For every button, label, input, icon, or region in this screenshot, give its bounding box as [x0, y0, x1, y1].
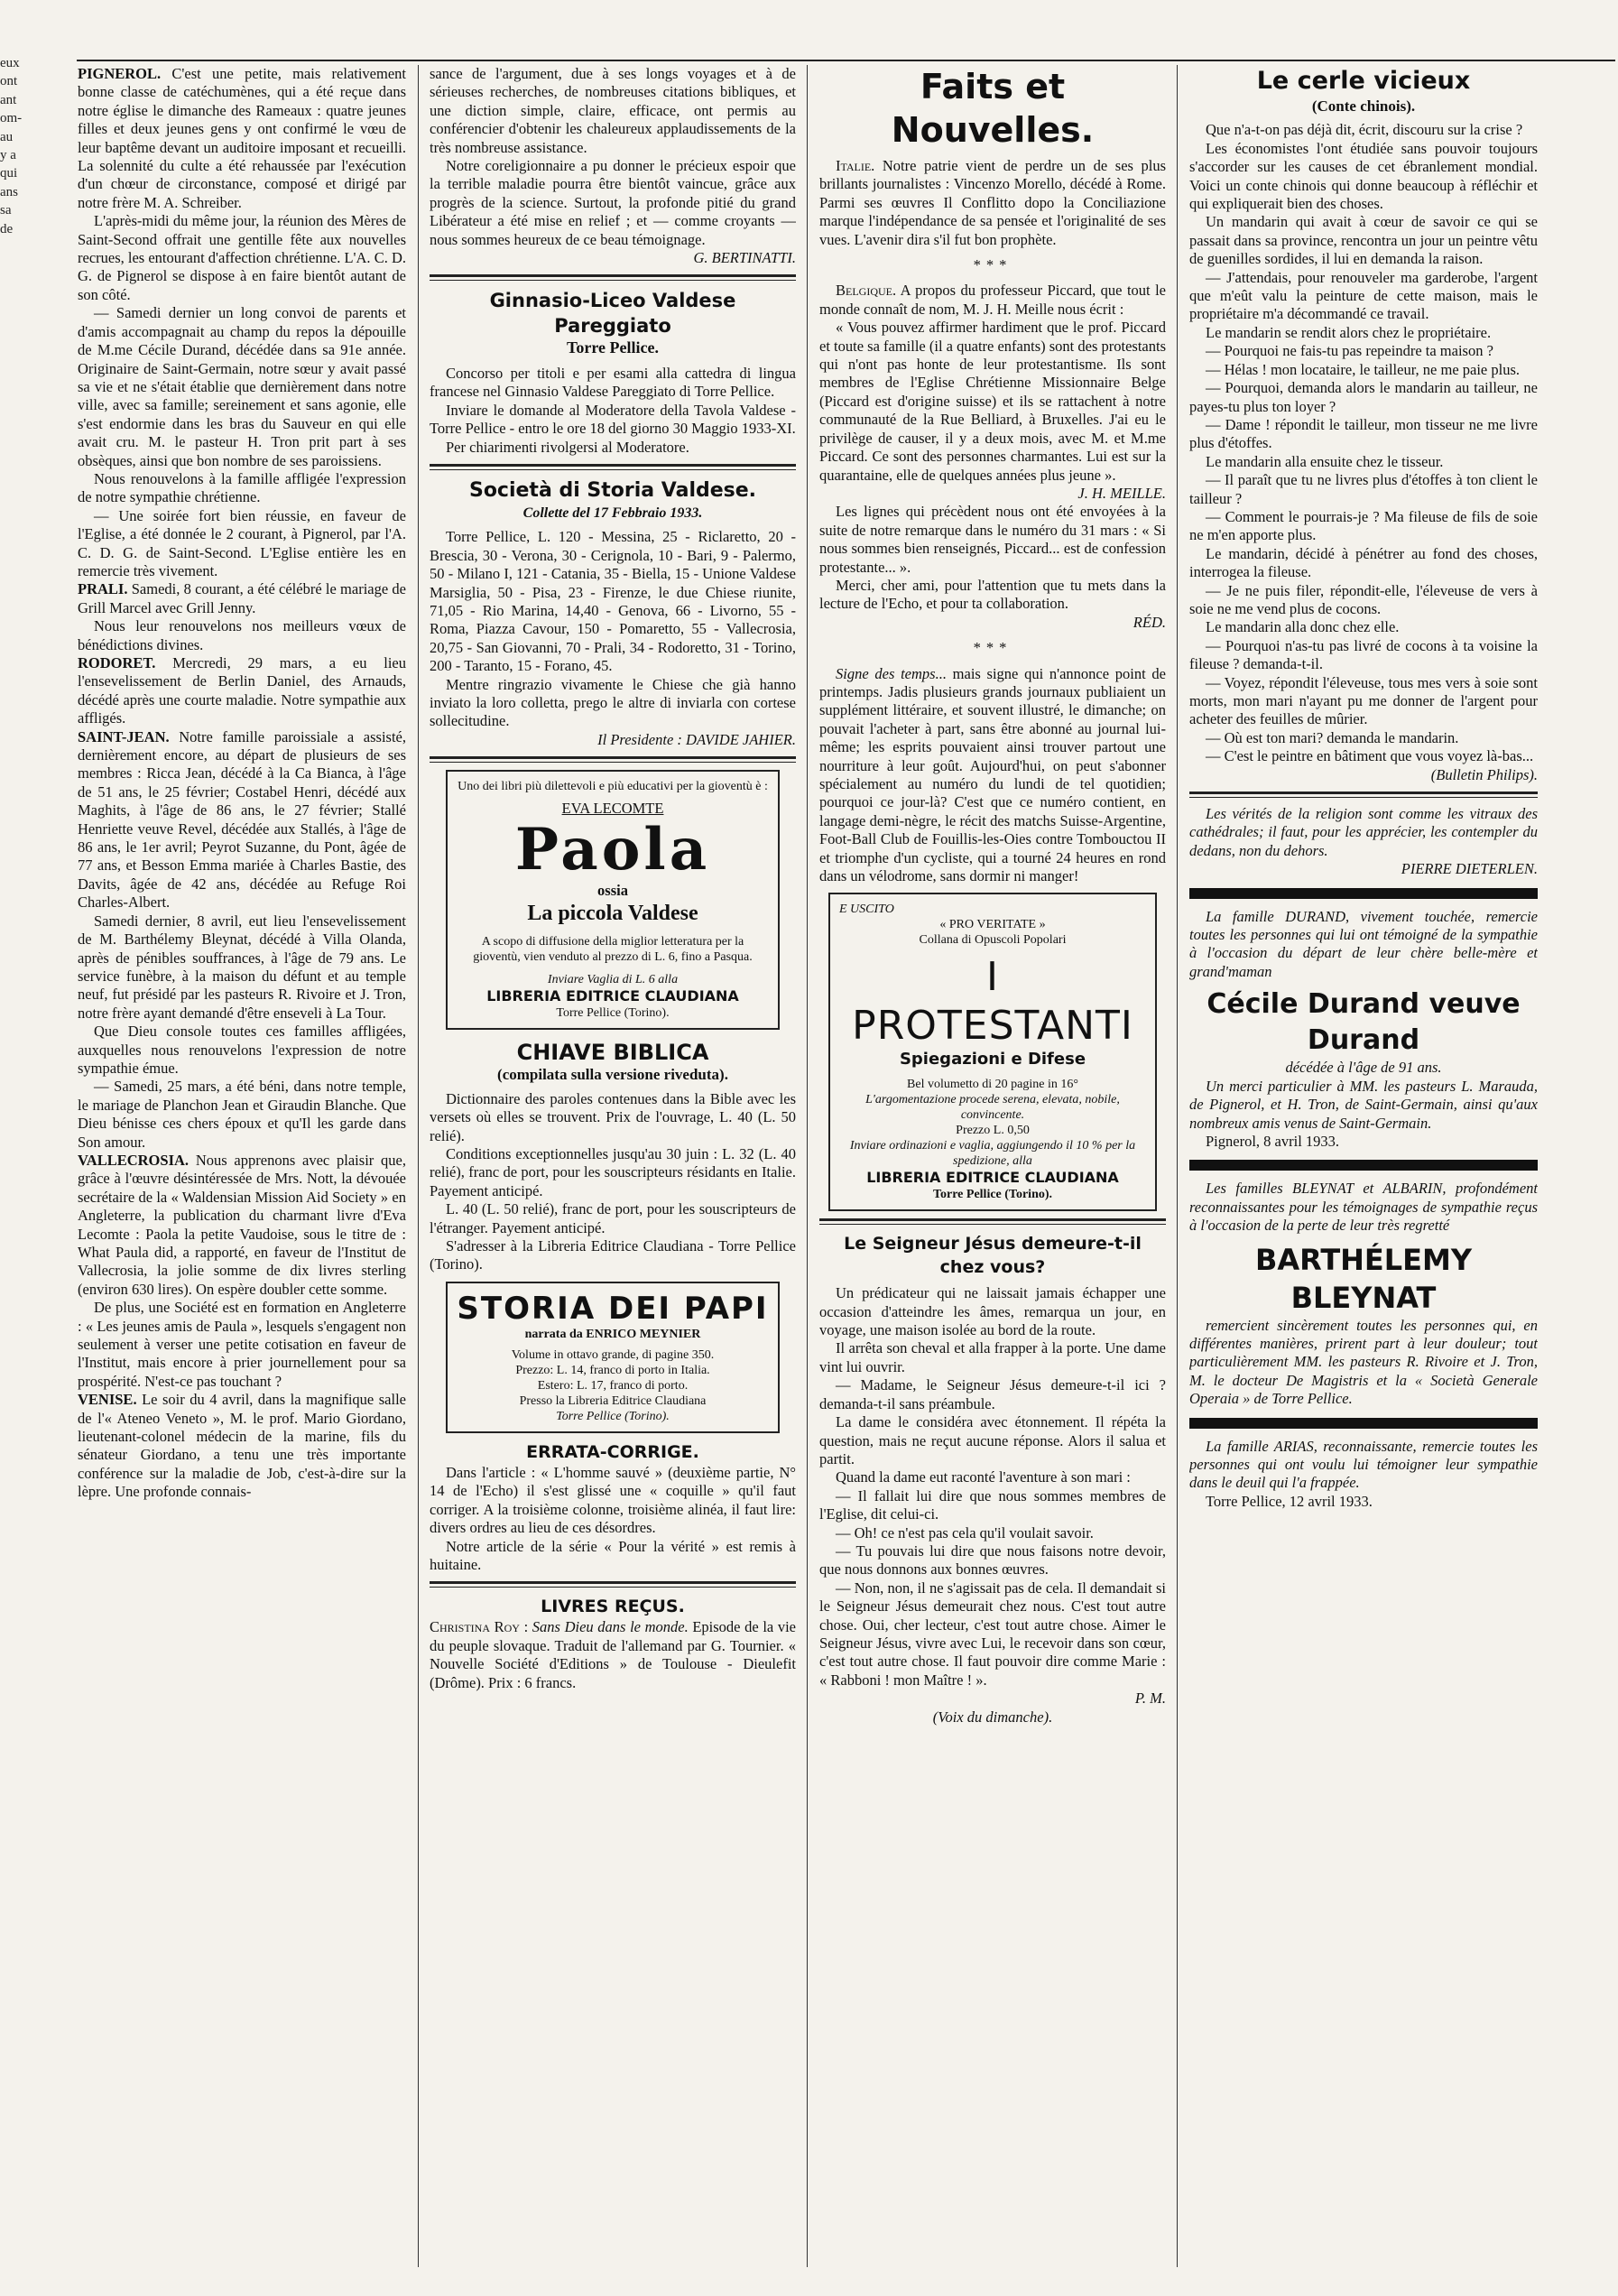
- paragraph: — Il fallait lui dire que nous sommes membres de l'Eglise, dit celui-ci.: [819, 1486, 1166, 1523]
- paragraph: — Non, non, il ne s'agissait pas de cela. Il demandait si le Seigneur Jésus demeurait chez nous. C'est tout autre chose. Oui, cher lecteur, c'est tout autre chose. Aimer le Seigneur Jésus, vivre avec Lui, le recevoir dans son cœur, c'est tout autre chose. Il faut pouvoir dire comme Marie : « Rabboni ! mon Maître ! ».: [819, 1578, 1166, 1689]
- paragraph: « Vous pouvez affirmer hardiment que le prof. Piccard et toute sa famille (il a quatre enfants) sont des protestants qui n'ont pas honte de leur protestantisme. Ils sont membres de l'Eglise Chrétienne Missionnaire Belge (Piccard est d'origine suisse) et ils se rattachent à notre communauté de la Rue Belliard, à Bruxelles. J'ai eu le privilège de causer, il y a deux mois, avec M. et M.me Piccard. Ce sont des personnes charmantes. Lui est sur la quarantaine, elle de quelques années plus jeune ».: [819, 319, 1166, 484]
- signature: PIERRE DIETERLEN.: [1401, 860, 1538, 878]
- paragraph: La famille DURAND, vivement touchée, remercie toutes les personnes qui lui ont témoigné de la sympathie à l'occasion du départ de leur chère belle-mère et grand'maman: [1189, 907, 1538, 980]
- paragraph: — Madame, le Seigneur Jésus demeure-t-il ici ? demanda-t-il sans préambule.: [819, 1376, 1166, 1412]
- section-heading: Società di Storia Valdese.: [468, 478, 757, 502]
- paragraph: SAINT-JEAN. Notre famille paroissiale a assisté, dernièrement encore, au départ de plusieurs de ses membres : Ricca Jean, décédé à la Ca Bianca, à l'âge de 51 ans, le 25 février; Costabel Henri, décédé aux Maghits, à l'âge de 86 ans, le 27 février; Stallé Henriette veuve Revel, décédée aux Stallés, à l'âge de 86 ans, le 1er avril; Peyrot Suzanne, du Pont, âgée de 77 ans, et Besson Emma mariée à Charles Bastie, des Davits, âgée de 42 ans, décédée au Refuge Roi Charles-Albert.: [78, 727, 406, 912]
- paragraph: Mentre ringrazio vivamente le Chiese che già hanno inviato la loro colletta, prego le altre di inviarla con cortese sollecitudine.: [430, 675, 796, 730]
- paragraph: — Samedi dernier un long convoi de parents et d'amis accompagnait au champ du repos la dépouille de M.me Cécile Durand, décédée dans sa 91e année. Originaire de Saint-Germain, notre sœur y avait passé sa vie et ne s'était établie que dernièrement dans notre ville, avec sa famille; sereinement et sans agonie, elle s'est endormie dans les bras du Sauveur en qui elle avait cru. M. le pasteur H. Tron prit part à ses obsèques, ainsi que bon nombre de ses paroissiens.: [78, 304, 406, 469]
- paragraph: — Oh! ce n'est pas cela qu'il voulait savoir.: [836, 1523, 1094, 1541]
- ad-i-protestanti: E USCITO « PRO VERITATE » Collana di Opuscoli Popolari I PROTESTANTI Spiegazioni e Difese Bel volumetto di 20 pagine in 16° L'argomentazione procede serena, elevata, nobile, convincente. Prezzo L. 0,50 Inviare ordinazioni e vaglia, aggiungendo il 10 % per la spedizione, alla LIBRERIA EDITRICE CLAUDIANA Torre Pellice (Torino).: [828, 893, 1157, 1211]
- paragraph: Les économistes l'ont étudiée sans pouvoir toujours s'accorder sur les causes de cet ébranlement mondial. Voici un conte chinois qui donne beaucoup à réfléchir et qui expliquerait bien des choses.: [1189, 139, 1538, 213]
- paragraph: — C'est le peintre en bâtiment que vous voyez là-bas...: [1206, 747, 1534, 765]
- mourning-rule: [1189, 1418, 1538, 1429]
- section-rule: [430, 274, 796, 281]
- left-margin-fragments: eux ont ant om- au y a qui ans sa de: [0, 56, 23, 236]
- paragraph: remercient sincèrement toutes les personnes qui, en différentes manières, prirent part à leur douleur; tout particulièrement MM. les pasteurs R. Rivoire et J. Tron, M. le docteur De Magistris et la « Società Generale Operaia » de Torre Pellice.: [1189, 1316, 1538, 1408]
- section-rule: [1189, 792, 1538, 798]
- notice-name: BARTHÉLEMY BLEYNAT: [1254, 1242, 1473, 1315]
- column-1: [78, 65, 406, 2278]
- paragraph: Torre Pellice, L. 120 - Messina, 25 - Riclaretto, 20 - Brescia, 30 - Verona, 30 - Cerignola, 10 - Bari, 9 - Palermo, 50 - Milano I, 121 - Catania, 35 - Biella, 15 - Unione Valdese Marsiglia, 50 - Pisa, 23 - Firenze, le due Chiese riunite, 71,05 - Rio Marina, 14,40 - Genova, 66 - Livorno, 55 - Roma, Piazza Cavour, 150 - Pomaretto, 55 - Vallecrosia, 20,75 - San Giovanni, 70 - Prali, 34 - Rodoretto, 31 - Torino, 200 - Taranto, 15 - Forano, 45.: [430, 528, 796, 675]
- paragraph: Un prédicateur qui ne laissait jamais échapper une occasion d'atteindre les âmes, remarqua un jour, en voyage, une maison isolée au bord de la route.: [819, 1284, 1166, 1339]
- paragraph: — Je ne puis filer, répondit-elle, l'éleveuse de vers à soie ne me vend plus de cocons.: [1189, 581, 1538, 617]
- column-rule: [418, 65, 419, 2267]
- paragraph: RODORET. Mercredi, 29 mars, a eu lieu l'ensevelissement de Berlin Daniel, des Arnauds, décédé après une courte maladie. Notre sympathie aux affligés.: [78, 654, 406, 727]
- paragraph: Italie. Notre patrie vient de perdre un de ses plus brillants journalistes : Vincenzo Morello, décédé à Rome. Parmi ses œuvres Il Conflitto dopo la Conciliazione marque l'indépendance de sa pensée et l'originalité de ses vues. L'avenir dira s'il fut bon prophète.: [819, 157, 1166, 248]
- paragraph: — Samedi, 25 mars, a été béni, dans notre temple, le mariage de Planchon Jean et Giraudin Blanche. Que Dieu bénisse ces chers époux et qu'Il les garde dans Son amour.: [78, 1078, 406, 1151]
- section-rule: [819, 1218, 1166, 1225]
- paragraph: Les lignes qui précèdent nous ont été envoyées à la suite de notre remarque dans le numéro du 31 mars : « Si nous sommes bien renseignés, Piccard... est de confession protestante... ».: [819, 503, 1166, 576]
- ad-storia-dei-papi: STORIA DEI PAPI narrata da ENRICO MEYNIER Volume in ottavo grande, di pagine 350. Prezzo: L. 14, franco di porto in Italia. Estero: L. 17, franco di porto. Presso la Libreria Editrice Claudiana Torre Pellice (Torino).: [446, 1282, 780, 1433]
- paragraph: — J'attendais, pour renouveler ma garderobe, l'argent que m'eût valu la peinture de cette maison, mais le propriétaire m'a décommandé ce travail.: [1189, 268, 1538, 323]
- section-heading: Le cerle vicieux: [1256, 67, 1471, 95]
- ad-paola: Uno dei libri più dilettevoli e più educativi per la gioventù è : EVA LECOMTE Paola ossia La piccola Valdese A scopo di diffusione della miglior letteratura per la gioventù, vien venduto al prezzo di L. 6, fino a Pasqua. Inviare Vaglia di L. 6 alla LIBRERIA EDITRICE CLAUDIANA Torre Pellice (Torino).: [446, 770, 780, 1030]
- paragraph: — Comment le pourrais-je ? Ma fileuse de fils de soie ne m'en apporte plus.: [1189, 507, 1538, 544]
- section-subheading: Torre Pellice.: [567, 338, 659, 357]
- paragraph: Belgique. A propos du professeur Piccard, que tout le monde connaît de nom, M. J. H. Meille nous écrit :: [819, 282, 1166, 318]
- paragraph: Per chiarimenti rivolgersi al Moderatore.: [446, 438, 689, 456]
- paragraph: Le mandarin alla ensuite chez le tisseur.: [1206, 452, 1444, 470]
- paragraph: — Il paraît que tu ne livres plus d'étoffes à ton client le tailleur ?: [1189, 471, 1538, 507]
- paragraph: sance de l'argument, due à ses longs voyages et à de sérieuses recherches, de nombreuses citations bibliques, et une diction simple, claire, efficace, ont permis au conférencier d'obtenir les chaleureux applaudissements de la très nombreuse assistance.: [430, 65, 796, 156]
- column-3: Faits et Nouvelles. Italie. Notre patrie vient de perdre un de ses plus brillants journalistes : Vincenzo Morello, décédé à Rome. Parmi ses œuvres Il Conflitto dopo la Conciliazione marque l'indépendance de sa pensée et l'originalité de ses vues. L'avenir dira s'il fut bon prophète. *** Belgique. A propos du professeur Piccard, que tout le monde connaît de nom, M. J. H. Meille nous écrit : « Vous pouvez affirmer hardiment que le prof. Piccard et toute sa famille (il a quatre enfants) sont des protestants qui n'ont pas honte de leur protestantisme. Ils sont membres de l'Eglise Chrétienne Missionnaire Belge (Piccard est d'origine suisse) et ils se rattachent à notre communauté de la Rue Belliard, à Bruxelles. J'ai eu le privilège de causer, il y a deux mois, avec M. et M.me Piccard. Ce sont des personnes charmantes. Lui est sur la quarantaine, elle de quelques années plus jeune ». J. H. MEILLE. Les lignes qui précèdent nous ont été envoyées à la suite de notre remarque dans le numéro du 31 mars : « Si nous sommes bien renseignés, Piccard... est de confession protestante... ». Merci, cher ami, pour l'attention que tu mets dans la lecture de l'Echo, et pour ta collaboration. RÉD. *** Signe des temps... mais signe qui n'annonce point de printemps. Jadis plusieurs grands journaux publiaient un supplément littéraire, et souvent illustré, le dimanche; on pouvait l'acheter à part, sans être abonné au journal lui-même; les esprits pouvaient ainsi trouver partout une nourriture à leur goût. Aujourd'hui, on peut s'abonner spécialement au numéro du lundi de tel quotidien; pourquoi ce jour-là? C'est que ce numéro contient, en langage demi-nègre, le récit des matchs Suisse-Argentine, Foot-Ball Club de Fouillis-les-Oies contre Tombouctou II et triomphe d'un cycliste, qui a tourné 24 heures en rond dans un vélodrome, sans dormir ni manger! E USCITO « PRO VERITATE » Collana di Opuscoli Popolari I PROTESTANTI Spiegazioni e Difese Bel volumetto di 20 pagine in 16° L'argomentazione procede serena, elevata, nobile, convincente. Prezzo L. 0,50 Inviare ordinazioni e vaglia, aggiungendo il 10 % per la spedizione, alla LIBRERIA EDITRICE CLAUDIANA Torre Pellice (Torino). Le Seigneur Jésus demeure-t-il chez vous? Un prédicateur qui ne laissait jamais échapper une occasion d'atteindre les âmes, remarqua un jour, en voyage, une maison isolée au bord de la route. Il arrêta son cheval et alla frapper à la porte. Une dame vint lui ouvrir. — Madame, le Seigneur Jésus demeure-t-il ici ? demanda-t-il sans préambule. La dame le considéra avec étonnement. Il répéta la question, mais ne reçut aucune réponse. Alors il salua et partit. Quand la dame eut raconté l'aventure à son mari : — Il fallait lui dire que nous sommes membres de l'Eglise, dit celui-ci. — Oh! ce n'est pas cela qu'il voulait savoir. — Tu pouvais lui dire que nous faisons notre devoir, que nous donnons aux bonnes œuvres. — Non, non, il ne s'agissait pas de cela. Il demandait si le Seigneur Jésus demeurait chez nous. C'est tout autre chose. Oui, cher lecteur, c'est tout autre chose. Aimer le Seigneur Jésus, vivre avec Lui, le recevoir dans son cœur, c'est tout autre chose. Il faut pouvoir dire comme Marie : « Rabboni ! mon Maître ! ». P. M. (Voix du dimanche).: [819, 67, 1166, 1726]
- section-subheading: (Conte chinois).: [1311, 97, 1416, 115]
- section-rule: [430, 464, 796, 470]
- paragraph: Il arrêta son cheval et alla frapper à la porte. Une dame vint lui ouvrir.: [819, 1339, 1166, 1375]
- mourning-rule: [1189, 888, 1538, 899]
- paragraph: La famille ARIAS, reconnaissante, remercie toutes les personnes qui ont voulu lui témoigner leur sympathie dans le deuil qui l'a frappée.: [1189, 1437, 1538, 1492]
- paragraph: Un mandarin qui avait à cœur de savoir ce qui se passait dans sa province, rencontra un jour un peintre vêtu de guenilles sordides, il lui en demanda la raison.: [1189, 213, 1538, 268]
- section-heading: LIVRES REÇUS.: [541, 1597, 685, 1617]
- paragraph: Inviare le domande al Moderatore della Tavola Valdese - Torre Pellice - entro le ore 18 del giorno 30 Maggio 1933-XI.: [430, 401, 796, 438]
- section-heading: Faits et Nouvelles.: [891, 67, 1095, 150]
- paragraph: — Pourquoi ne fais-tu pas repeindre ta maison ?: [1206, 342, 1493, 360]
- section-heading: ERRATA-CORRIGE.: [526, 1441, 699, 1462]
- paragraph: Que Dieu console toutes ces familles affligées, auxquelles nous renouvelons l'expression de notre sympathie émue.: [78, 1023, 406, 1077]
- section-heading: Ginnasio-Liceo Valdese Pareggiato: [489, 290, 736, 338]
- section-heading: Le Seigneur Jésus demeure-t-il chez vous?: [844, 1234, 1142, 1278]
- paragraph: Notre article de la série « Pour la vérité » est remis à huitaine.: [430, 1537, 796, 1573]
- paragraph: Pignerol, 8 avril 1933.: [1206, 1132, 1340, 1150]
- paragraph: La dame le considéra avec étonnement. Il répéta la question, mais ne reçut aucune réponse. Alors il salua et partit.: [819, 1413, 1166, 1467]
- paragraph: Merci, cher ami, pour l'attention que tu mets dans la lecture de l'Echo, et pour ta collaboration.: [819, 576, 1166, 613]
- column-4: Le cerle vicieux (Conte chinois). Que n'a-t-on pas déjà dit, écrit, discouru sur la crise ? Les économistes l'ont étudiée sans pouvoir toujours s'accorder sur les causes de cet ébranlement mondial. Voici un conte chinois qui donne beaucoup à réfléchir et qui expliquerait bien des choses. Un mandarin qui avait à cœur de savoir ce qui se passait dans sa province, rencontra un jour un peintre vêtu de guenilles sordides, il lui en demanda la raison. — J'attendais, pour renouveler ma garderobe, l'argent que m'eût valu la peinture de cette maison, mais le propriétaire m'a décommandé ce travail. Le mandarin se rendit alors chez le propriétaire. — Pourquoi ne fais-tu pas repeindre ta maison ? — Hélas ! mon locataire, le tailleur, ne me paie plus. — Pourquoi, demanda alors le mandarin au tailleur, ne payes-tu plus ton loyer ? — Dame ! répondit le tailleur, mon tisseur ne me livre plus d'étoffes. Le mandarin alla ensuite chez le tisseur. — Il paraît que tu ne livres plus d'étoffes à ton client le tailleur ? — Comment le pourrais-je ? Ma fileuse de fils de soie ne m'en apporte plus. Le mandarin, décidé à pénétrer au fond des choses, interrogea la fileuse. — Je ne puis filer, répondit-elle, l'éleveuse de vers à soie ne me vend plus de cocons. Le mandarin alla donc chez elle. — Pourquoi n'as-tu pas livré de cocons à ta voisine la fileuse ? demanda-t-il. — Voyez, répondit l'éleveuse, tous mes vers à soie sont morts, mon mari n'ayant pu me donner de l'argent pour acheter des feuilles de mûrier. — Où est ton mari? demanda le mandarin. — C'est le peintre en bâtiment que vous voyez là-bas... (Bulletin Philips). Les vérités de la religion sont comme les vitraux des cathédrales; il faut, pour les apprécier, les contempler du dedans, non du dehors. PIERRE DIETERLEN. La famille DURAND, vivement touchée, remercie toutes les personnes qui lui ont témoigné de la sympathie à l'occasion du départ de leur chère belle-mère et grand'maman Cécile Durand veuve Durand décédée à l'âge de 91 ans. Un merci particulier à MM. les pasteurs L. Marauda, de Pignerol, et H. Tron, de Saint-Germain, ainsi qu'aux nombreux amis venus de Saint-Germain. Pignerol, 8 avril 1933. Les familles BLEYNAT et ALBARIN, profondément reconnaissantes pour les témoignages de sympathie reçus à l'occasion de la perte de leur très regretté BARTHÉLEMY BLEYNAT remercient sincèrement toutes les personnes qui, en différentes manières, prirent part à leur douleur; tout particulièrement MM. les pasteurs R. Rivoire et J. Tron, M. le docteur De Magistris et la « Società Generale Operaia » de Torre Pellice. La famille ARIAS, reconnaissante, remercie toutes les personnes qui ont voulu lui témoigner leur sympathie dans le deuil qui l'a frappée. Torre Pellice, 12 avril 1933.: [1189, 67, 1538, 1510]
- paragraph: L'après-midi du même jour, la réunion des Mères de Saint-Second offrait une gentille fête aux nouvelles recrues, les entourant d'affection chrétienne. L'A. C. D. G. de Pignerol se dispose à en faire bientôt autant de son côté.: [78, 212, 406, 303]
- paragraph: L. 40 (L. 50 relié), franc de port, pour les souscripteurs de l'étranger. Payement anticipé.: [430, 1200, 796, 1236]
- paragraph: — Où est ton mari? demanda le mandarin.: [1206, 728, 1459, 746]
- paragraph: S'adresser à la Libreria Editrice Claudiana - Torre Pellice (Torino).: [430, 1237, 796, 1273]
- paragraph: Samedi dernier, 8 avril, eut lieu l'ensevelissement de M. Barthélemy Bleynat, décédé à Villa Olanda, après de pénibles souffrances, à l'âge de 79 ans. Le service funèbre, à la maison du défunt et au temple neuf, fut présidé par les pasteurs R. Rivoire et J. Tron, notre frère ayant demandé d'être enseveli à La Tour.: [78, 912, 406, 1022]
- signature: J. H. MEILLE.: [1077, 484, 1166, 502]
- paragraph: — Tu pouvais lui dire que nous faisons notre devoir, que nous donnons aux bonnes œuvres.: [819, 1541, 1166, 1578]
- section-rule: [430, 1581, 796, 1588]
- quote: Les vérités de la religion sont comme les vitraux des cathédrales; il faut, pour les apprécier, les contempler du dedans, non du dehors.: [1189, 805, 1538, 859]
- top-rule: [77, 60, 1615, 61]
- section-subheading: (compilata sulla versione riveduta).: [497, 1066, 728, 1084]
- notice-name: Cécile Durand veuve Durand: [1207, 988, 1521, 1057]
- column-2: [430, 65, 796, 2278]
- paragraph: Un merci particulier à MM. les pasteurs L. Marauda, de Pignerol, et H. Tron, de Saint-Germain, ainsi qu'aux nombreux amis venus de Saint-Germain.: [1189, 1077, 1538, 1132]
- paragraph: VENISE. Le soir du 4 avril, dans la magnifique salle de l'« Ateneo Veneto », M. le prof. Mario Giordano, lieutenant-colonel médecin de la marine, fils du sénateur Giordano, a tenu une très importante conférence sur la maladie de Job, c'est-à-dire sur la lèpre. Une profonde connais-: [78, 1391, 406, 1501]
- paragraph: PIGNEROL. C'est une petite, mais relativement bonne classe de catéchumènes, qui a été reçue dans notre église le dimanche des Rameaux : quatre jeunes filles et deux jeunes gens y ont confirmé le vœu de leur baptême devant un auditoire imposant et recueilli. La solennité du culte a été rehaussée par l'exécution d'un chœur de circonstance, composé et dirigé par notre frère M. A. Schreiber.: [78, 65, 406, 211]
- section-rule: [430, 756, 796, 763]
- column-rule: [1177, 65, 1178, 2267]
- signature: RÉD.: [1133, 613, 1166, 631]
- paragraph: — Hélas ! mon locataire, le tailleur, ne me paie plus.: [1206, 360, 1521, 378]
- paragraph: Le mandarin alla donc chez elle.: [1206, 618, 1400, 636]
- signature: P. M.: [1134, 1690, 1166, 1708]
- paragraph: Le mandarin se rendit alors chez le propriétaire.: [1206, 323, 1492, 341]
- paragraph: Christina Roy : Sans Dieu dans le monde. Episode de la vie du peuple slovaque. Traduit de l'allemand par G. Tournier. « Nouvelle Société d'Editions » de Toulouse - Dieulefit (Drôme). Prix : 6 francs.: [430, 1618, 796, 1691]
- paragraph: Nous renouvelons à la famille affligée l'expression de notre sympathie chrétienne.: [78, 469, 406, 506]
- paragraph: Que n'a-t-on pas déjà dit, écrit, discouru sur la crise ?: [1206, 121, 1523, 139]
- paragraph: Dans l'article : « L'homme sauvé » (deuxième partie, N° 14 de l'Echo) il s'est glissé une « coquille » qu'il faut corriger. A la troisième colonne, troisième alinéa, il faut lire: divers ordres au lieu de ces désordres.: [430, 1463, 796, 1537]
- column-rule: [807, 65, 808, 2267]
- paragraph: Signe des temps... mais signe qui n'annonce point de printemps. Jadis plusieurs grands journaux publiaient un supplément littéraire, et souvent illustré, le dimanche; on pouvait l'acheter à part, sans être abonné au journal lui-même; les esprits pouvaient ainsi trouver partout une nourriture à leur goût. Aujourd'hui, on peut s'abonner spécialement au numéro du lundi de tel quotidien; pourquoi ce jour-là? C'est que ce numéro contient, en langage demi-nègre, le récit des matchs Suisse-Argentine, Foot-Ball Club de Fouillis-les-Oies contre Tombouctou II et triomphe d'un cycliste, qui a tourné 24 heures en rond dans un vélodrome, sans dormir ni manger!: [819, 664, 1166, 885]
- paragraph: Torre Pellice, 12 avril 1933.: [1206, 1492, 1373, 1510]
- paragraph: — Pourquoi n'as-tu pas livré de cocons à ta voisine la fileuse ? demanda-t-il.: [1189, 636, 1538, 673]
- paragraph: VALLECROSIA. Nous apprenons avec plaisir que, grâce à l'œuvre désintéressée de Mrs. Nott, la dévouée secrétaire de la « Waldensian Mission Aid Society » en Angleterre, la publication du charmant livre d'Eva Lecomte : Paola la petite Vaudoise, sous le titre de : What Paula did, a rapporté, en faveur de l'Institut de Vallecrosia, la jolie somme de dix livres sterling (environ 630 lires). On espère doubler cette somme.: [78, 1151, 406, 1298]
- signature: (Bulletin Philips).: [1430, 765, 1538, 783]
- paragraph: — Voyez, répondit l'éleveuse, tous mes vers à soie sont morts, mon mari n'ayant pu me donner de l'argent pour acheter des feuilles de mûrier.: [1189, 673, 1538, 728]
- mourning-rule: [1189, 1160, 1538, 1171]
- paragraph: Le mandarin, décidé à pénétrer au fond des choses, interrogea la fileuse.: [1189, 544, 1538, 581]
- paragraph: Nous leur renouvelons nos meilleurs vœux de bénédictions divines.: [78, 617, 406, 653]
- paragraph: — Dame ! répondit le tailleur, mon tisseur ne me livre plus d'étoffes.: [1189, 415, 1538, 452]
- paragraph: Les familles BLEYNAT et ALBARIN, profondément reconnaissantes pour les témoignages de sympathie reçus à l'occasion de la perte de leur très regretté: [1189, 1180, 1538, 1235]
- section-subheading: Collette del 17 Febbraio 1933.: [522, 505, 703, 521]
- section-heading: CHIAVE BIBLICA: [516, 1040, 709, 1066]
- paragraph: De plus, une Société est en formation en Angleterre : « Les jeunes amis de Paula », lesquels s'engagent non seulement à verser une petite cotisation en faveur de l'Institut, mais encore à prier journellement pour sa prospérité. N'est-ce pas touchant ?: [78, 1299, 406, 1390]
- paragraph: — Une soirée fort bien réussie, en faveur de l'Eglise, a été donnée le 2 courant, à Pignerol, par l'A. C. D. G. de Saint-Second. L'Eglise entière les en remercie très vivement.: [78, 506, 406, 579]
- paragraph: Concorso per titoli e per esami alla cattedra di lingua francese nel Ginnasio Valdese Pareggiato di Torre Pellice.: [430, 364, 796, 401]
- paragraph: PRALI. Samedi, 8 courant, a été célébré le mariage de Grill Marcel avec Grill Jenny.: [78, 580, 406, 616]
- signature: G. BERTINATTI.: [693, 249, 796, 267]
- paragraph: Quand la dame eut raconté l'aventure à son mari :: [836, 1468, 1131, 1486]
- paragraph: Conditions exceptionnelles jusqu'au 30 juin : L. 32 (L. 40 relié), franc de port, pour les souscripteurs résidants en Italie. Payement anticipé.: [430, 1145, 796, 1199]
- signature: Il Presidente : DAVIDE JAHIER.: [597, 730, 796, 748]
- paragraph: — Pourquoi, demanda alors le mandarin au tailleur, ne payes-tu plus ton loyer ?: [1189, 379, 1538, 415]
- paragraph: Dictionnaire des paroles contenues dans la Bible avec les versets où elles se trouvent. Prix de l'ouvrage, L. 40 (L. 50 relié).: [430, 1089, 796, 1144]
- paragraph: Notre coreligionnaire a pu donner le précieux espoir que la terrible maladie pourra être bientôt vaincue, grâce aux progrès de la science. Surtout, la profonde pitié du grand Libérateur a été mise en relief ; et — comme croyants — nous sommes heureux de ce beau témoignage.: [430, 157, 796, 248]
